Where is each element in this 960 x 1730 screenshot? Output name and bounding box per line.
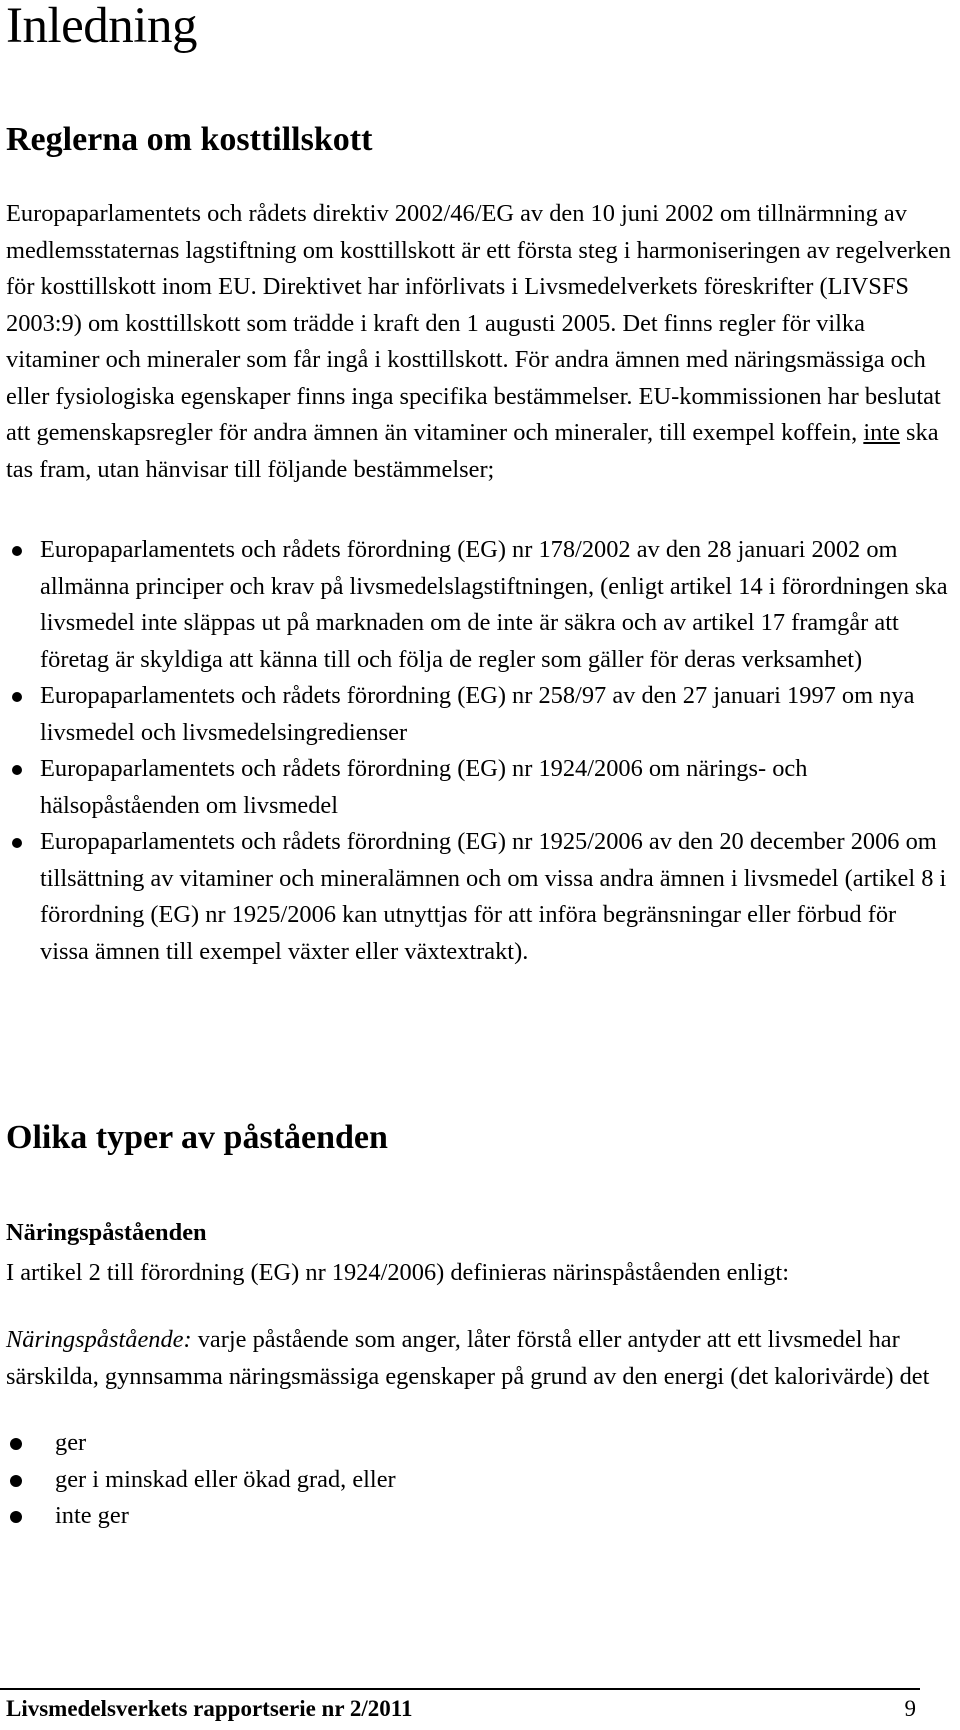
section-heading-regulations: Reglerna om kosttillskott bbox=[6, 121, 373, 158]
claims-list bbox=[10, 1425, 710, 1535]
intro-paragraph bbox=[6, 196, 951, 488]
list-item: Europaparlamentets och rådets förordning (EG) nr 1924/2006 om närings- och hälsopåståenden om livsmedel bbox=[6, 751, 951, 824]
footer-page-number: 9 bbox=[904, 1696, 916, 1721]
list-item: Europaparlamentets och rådets förordning (EG) nr 1925/2006 av den 20 december 2006 om tillsättning av vitaminer och mineralämnen och om vissa andra ämnen i livsmedel (artikel 8 i förordning (EG) nr 1925/2006 kan utnyttjas för att införa begränsningar eller förbud för vissa ämnen till exempel växter eller växtextrakt). bbox=[6, 824, 951, 970]
definition-paragraph bbox=[6, 1322, 951, 1395]
definition-text: varje påstående som anger, låter förstå eller antyder att ett livsmedel har särskilda, gynnsamma näringsmässiga egenskaper på grund av den energi (det kalorivärde) det bbox=[6, 1326, 930, 1390]
list-item: ger bbox=[10, 1425, 710, 1462]
list-item: Europaparlamentets och rådets förordning (EG) nr 258/97 av den 27 januari 1997 om nya livsmedel och livsmedelsingredienser bbox=[6, 678, 951, 751]
intro-text-end: ska tas fram, utan hänvisar till följande bestämmelser; bbox=[6, 419, 939, 483]
claims-intro-paragraph: I artikel 2 till förordning (EG) nr 1924/2006) definieras närinspåståenden enligt: bbox=[6, 1259, 789, 1286]
footer-series-title: Livsmedelsverkets rapportserie nr 2/2011 bbox=[6, 1696, 413, 1721]
intro-underlined-word: inte bbox=[863, 419, 900, 446]
page-title: Inledning bbox=[6, 0, 197, 54]
intro-text: Europaparlamentets och rådets direktiv 2002/46/EG av den 10 juni 2002 om tillnärmning av medlemsstaternas lagstiftning om kosttillskott är ett första steg i harmoniseringen av regelverken för kosttillskott inom EU. Direktivet har införlivats i Livsmedelverkets föreskrifter (LIVSFS 2003:9) om kosttillskott som trädde i kraft den 1 augusti 2005. Det finns regler för vilka vitaminer och mineraler som får ingå i kosttillskott. För andra ämnen med näringsmässiga och eller fysiologiska egenskaper finns inga specifika bestämmelser. EU-kommissionen har beslutat att gemenskapsregler för andra ämnen än vitaminer och mineraler, till exempel koffein, bbox=[6, 200, 951, 446]
list-item: ger i minskad eller ökad grad, eller bbox=[10, 1462, 710, 1499]
subheading-nutrition-claims: Näringspåståenden bbox=[6, 1219, 207, 1246]
section-heading-claim-types: Olika typer av påståenden bbox=[6, 1119, 388, 1156]
list-item: Europaparlamentets och rådets förordning (EG) nr 178/2002 av den 28 januari 2002 om allmänna principer och krav på livsmedelslagstiftningen, (enligt artikel 14 i förordningen ska livsmedel inte släppas ut på marknaden om de inte är säkra och av artikel 17 framgår att företag är skyldiga att känna till och följa de regler som gäller för deras verksamhet) bbox=[6, 532, 951, 678]
definition-term: Näringspåstående: bbox=[6, 1326, 192, 1353]
footer-divider bbox=[0, 1688, 920, 1690]
regulations-list bbox=[6, 532, 951, 970]
list-item: inte ger bbox=[10, 1498, 710, 1535]
